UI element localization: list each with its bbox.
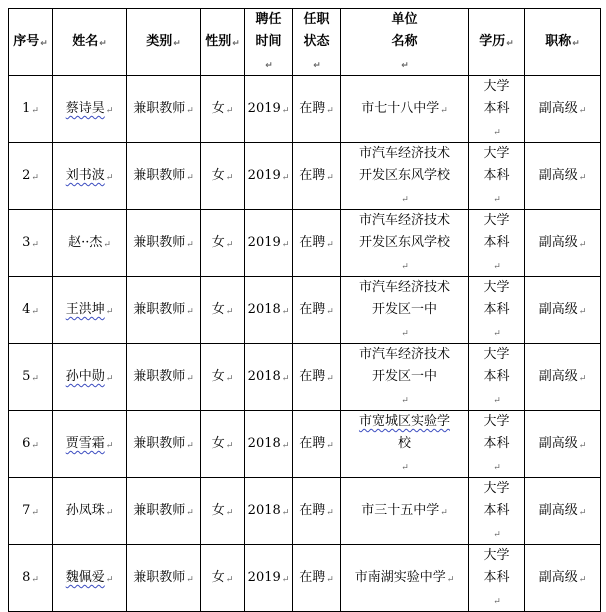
- education-line: 本科: [483, 570, 510, 585]
- title-value: 副高级: [538, 436, 578, 451]
- status-value: 在聘: [299, 436, 326, 451]
- paragraph-mark-icon: ↵: [493, 195, 501, 205]
- table-row: [9, 411, 601, 478]
- cell-title: [525, 143, 601, 210]
- cell-title: [525, 76, 601, 143]
- cell-education: [469, 478, 525, 545]
- paragraph-mark-icon: ↵: [105, 508, 114, 518]
- paragraph-mark-icon: ↵: [578, 106, 587, 116]
- cell-seq: [9, 411, 53, 478]
- name-value: 蔡诗昊: [65, 101, 105, 116]
- cell-status: [293, 344, 341, 411]
- seq-value: 2: [22, 168, 31, 183]
- cell-gender: [201, 478, 245, 545]
- column-header-label: 学历: [479, 34, 506, 49]
- cell-year: [245, 344, 293, 411]
- paragraph-mark-icon: ↵: [401, 195, 409, 205]
- category-value: 兼职教师: [133, 101, 186, 116]
- cell-gender: [201, 344, 245, 411]
- paragraph-mark-icon: ↵: [401, 329, 409, 339]
- cell-title: [525, 210, 601, 277]
- paragraph-mark-icon: ↵: [401, 463, 409, 473]
- gender-value: 女: [211, 302, 225, 317]
- teacher-roster-table: [8, 8, 601, 612]
- table-body: [9, 76, 601, 612]
- paragraph-mark-icon: ↵: [326, 508, 334, 518]
- unit-line: 开发区一中: [371, 302, 437, 317]
- paragraph-mark-icon: ↵: [281, 441, 290, 451]
- paragraph-mark-icon: ↵: [31, 240, 39, 250]
- paragraph-mark-icon: ↵: [578, 508, 587, 518]
- column-header: [469, 9, 525, 76]
- paragraph-mark-icon: ↵: [578, 307, 587, 317]
- year-value: 2018: [247, 369, 281, 384]
- paragraph-mark-icon: ↵: [326, 575, 334, 585]
- paragraph-mark-icon: ↵: [105, 307, 114, 317]
- paragraph-mark-icon: ↵: [103, 240, 111, 250]
- unit-line: 开发区一中: [371, 369, 437, 384]
- name-value: 魏佩爱: [65, 570, 105, 585]
- gender-value: 女: [211, 101, 225, 116]
- paragraph-mark-icon: ↵: [493, 530, 501, 540]
- unit-line: 开发区东风学校: [358, 168, 450, 183]
- year-value: 2018: [247, 436, 281, 451]
- paragraph-mark-icon: ↵: [31, 575, 39, 585]
- cell-name: [53, 411, 127, 478]
- table-row: [9, 76, 601, 143]
- paragraph-mark-icon: ↵: [326, 441, 334, 451]
- table-row: [9, 143, 601, 210]
- status-value: 在聘: [299, 503, 326, 518]
- paragraph-mark-icon: ↵: [326, 173, 334, 183]
- paragraph-mark-icon: ↵: [31, 106, 39, 116]
- cell-unit: [341, 277, 469, 344]
- paragraph-mark-icon: ↵: [493, 396, 501, 406]
- cell-unit: [341, 411, 469, 478]
- status-value: 在聘: [299, 570, 326, 585]
- title-value: 副高级: [538, 168, 578, 183]
- education-line: 本科: [483, 101, 510, 116]
- paragraph-mark-icon: ↵: [105, 173, 114, 183]
- column-header-label: 任职: [303, 12, 330, 27]
- cell-status: [293, 411, 341, 478]
- seq-value: 3: [22, 235, 31, 250]
- category-value: 兼职教师: [133, 503, 186, 518]
- column-header-label: 时间: [255, 34, 282, 49]
- gender-value: 女: [211, 235, 225, 250]
- cell-seq: [9, 478, 53, 545]
- cell-year: [245, 411, 293, 478]
- column-header-label: 单位: [391, 12, 418, 27]
- education-line: 大学: [483, 79, 510, 94]
- title-value: 副高级: [538, 369, 578, 384]
- category-value: 兼职教师: [133, 436, 186, 451]
- paragraph-mark-icon: ↵: [281, 240, 290, 250]
- cell-education: [469, 277, 525, 344]
- cell-unit: [341, 545, 469, 612]
- cell-title: [525, 344, 601, 411]
- year-value: 2019: [247, 235, 281, 250]
- unit-line: 市七十八中学: [361, 101, 440, 116]
- paragraph-mark-icon: ↵: [578, 441, 587, 451]
- paragraph-mark-icon: ↵: [493, 262, 501, 272]
- paragraph-mark-icon: ↵: [506, 39, 514, 49]
- category-value: 兼职教师: [133, 235, 186, 250]
- cell-name: [53, 76, 127, 143]
- cell-status: [293, 277, 341, 344]
- status-value: 在聘: [299, 302, 326, 317]
- paragraph-mark-icon: ↵: [186, 575, 194, 585]
- column-header-label: 状态: [303, 34, 330, 49]
- paragraph-mark-icon: ↵: [186, 106, 194, 116]
- year-value: 2018: [247, 302, 281, 317]
- cell-unit: [341, 143, 469, 210]
- status-value: 在聘: [299, 101, 326, 116]
- education-line: 本科: [483, 168, 510, 183]
- cell-name: [53, 210, 127, 277]
- column-header-label: 类别: [146, 34, 173, 49]
- column-header-label: 性别: [205, 34, 232, 49]
- cell-gender: [201, 143, 245, 210]
- paragraph-mark-icon: ↵: [225, 441, 234, 451]
- cell-gender: [201, 277, 245, 344]
- column-header: [341, 9, 469, 76]
- gender-value: 女: [211, 369, 225, 384]
- cell-category: [127, 277, 201, 344]
- paragraph-mark-icon: ↵: [105, 106, 114, 116]
- education-line: 本科: [483, 436, 510, 451]
- seq-value: 8: [22, 570, 31, 585]
- gender-value: 女: [211, 168, 225, 183]
- column-header: [245, 9, 293, 76]
- title-value: 副高级: [538, 570, 578, 585]
- table-row: [9, 277, 601, 344]
- cell-status: [293, 478, 341, 545]
- paragraph-mark-icon: ↵: [281, 106, 290, 116]
- unit-line: 市汽车经济技术: [358, 213, 450, 228]
- paragraph-mark-icon: ↵: [105, 374, 114, 384]
- header-row: [9, 9, 601, 76]
- paragraph-mark-icon: ↵: [186, 508, 194, 518]
- paragraph-mark-icon: ↵: [493, 329, 501, 339]
- cell-status: [293, 210, 341, 277]
- paragraph-mark-icon: ↵: [186, 374, 194, 384]
- paragraph-mark-icon: ↵: [401, 262, 409, 272]
- cell-category: [127, 478, 201, 545]
- paragraph-mark-icon: ↵: [265, 61, 273, 71]
- column-header-label: 职称: [545, 34, 572, 49]
- gender-value: 女: [211, 503, 225, 518]
- paragraph-mark-icon: ↵: [225, 374, 234, 384]
- category-value: 兼职教师: [133, 570, 186, 585]
- year-value: 2019: [247, 168, 281, 183]
- education-line: 本科: [483, 235, 510, 250]
- paragraph-mark-icon: ↵: [326, 374, 334, 384]
- paragraph-mark-icon: ↵: [440, 508, 448, 518]
- column-header: [293, 9, 341, 76]
- year-value: 2018: [247, 503, 281, 518]
- table-row: [9, 344, 601, 411]
- education-line: 本科: [483, 369, 510, 384]
- paragraph-mark-icon: ↵: [578, 173, 587, 183]
- paragraph-mark-icon: ↵: [31, 173, 39, 183]
- education-line: 大学: [483, 146, 510, 161]
- cell-status: [293, 143, 341, 210]
- paragraph-mark-icon: ↵: [401, 61, 409, 71]
- column-header: [525, 9, 601, 76]
- paragraph-mark-icon: ↵: [281, 508, 290, 518]
- paragraph-mark-icon: ↵: [105, 441, 114, 451]
- paragraph-mark-icon: ↵: [281, 173, 290, 183]
- paragraph-mark-icon: ↵: [186, 173, 194, 183]
- cell-year: [245, 545, 293, 612]
- cell-seq: [9, 143, 53, 210]
- column-header-label: 序号: [13, 34, 40, 49]
- paragraph-mark-icon: ↵: [232, 39, 240, 49]
- paragraph-mark-icon: ↵: [578, 374, 587, 384]
- cell-seq: [9, 277, 53, 344]
- paragraph-mark-icon: ↵: [326, 240, 334, 250]
- status-value: 在聘: [299, 235, 326, 250]
- cell-category: [127, 411, 201, 478]
- name-value: 赵··杰: [68, 235, 103, 250]
- title-value: 副高级: [538, 235, 578, 250]
- education-line: 大学: [483, 481, 510, 496]
- cell-education: [469, 76, 525, 143]
- paragraph-mark-icon: ↵: [493, 463, 501, 473]
- paragraph-mark-icon: ↵: [572, 39, 580, 49]
- table-row: [9, 478, 601, 545]
- cell-year: [245, 143, 293, 210]
- cell-category: [127, 210, 201, 277]
- cell-category: [127, 143, 201, 210]
- category-value: 兼职教师: [133, 369, 186, 384]
- education-line: 大学: [483, 548, 510, 563]
- seq-value: 1: [22, 101, 31, 116]
- paragraph-mark-icon: ↵: [446, 575, 455, 585]
- cell-unit: [341, 210, 469, 277]
- column-header: [127, 9, 201, 76]
- cell-unit: [341, 76, 469, 143]
- paragraph-mark-icon: ↵: [313, 61, 321, 71]
- column-header: [53, 9, 127, 76]
- cell-year: [245, 478, 293, 545]
- cell-education: [469, 143, 525, 210]
- name-value: 孙凤珠: [65, 503, 105, 518]
- paragraph-mark-icon: ↵: [225, 508, 234, 518]
- table-row: [9, 210, 601, 277]
- column-header: [9, 9, 53, 76]
- unit-line: 开发区东风学校: [358, 235, 450, 250]
- paragraph-mark-icon: ↵: [281, 374, 290, 384]
- cell-category: [127, 545, 201, 612]
- cell-gender: [201, 545, 245, 612]
- cell-year: [245, 277, 293, 344]
- cell-education: [469, 344, 525, 411]
- education-line: 大学: [483, 414, 510, 429]
- cell-seq: [9, 344, 53, 411]
- education-line: 大学: [483, 280, 510, 295]
- unit-line: 市汽车经济技术: [358, 347, 450, 362]
- cell-category: [127, 344, 201, 411]
- title-value: 副高级: [538, 302, 578, 317]
- unit-line: 市南湖实验中学: [354, 570, 446, 585]
- paragraph-mark-icon: ↵: [31, 508, 39, 518]
- name-value: 孙中勋: [65, 369, 105, 384]
- seq-value: 4: [22, 302, 31, 317]
- cell-name: [53, 478, 127, 545]
- paragraph-mark-icon: ↵: [40, 39, 48, 49]
- cell-gender: [201, 76, 245, 143]
- category-value: 兼职教师: [133, 168, 186, 183]
- cell-name: [53, 344, 127, 411]
- name-value: 王洪坤: [65, 302, 105, 317]
- unit-line: 市汽车经济技术: [358, 146, 450, 161]
- paragraph-mark-icon: ↵: [31, 441, 39, 451]
- unit-line: 市汽车经济技术: [358, 280, 450, 295]
- paragraph-mark-icon: ↵: [326, 106, 334, 116]
- cell-title: [525, 545, 601, 612]
- education-line: 大学: [483, 347, 510, 362]
- gender-value: 女: [211, 436, 225, 451]
- paragraph-mark-icon: ↵: [105, 575, 114, 585]
- cell-education: [469, 545, 525, 612]
- cell-category: [127, 76, 201, 143]
- cell-title: [525, 277, 601, 344]
- paragraph-mark-icon: ↵: [493, 128, 501, 138]
- category-value: 兼职教师: [133, 302, 186, 317]
- cell-name: [53, 277, 127, 344]
- unit-line: 市宽城区实验学: [358, 414, 450, 429]
- gender-value: 女: [211, 570, 225, 585]
- cell-gender: [201, 210, 245, 277]
- column-header: [201, 9, 245, 76]
- name-value: 贾雪霜: [65, 436, 105, 451]
- table-row: [9, 545, 601, 612]
- paragraph-mark-icon: ↵: [225, 173, 234, 183]
- cell-unit: [341, 478, 469, 545]
- education-line: 本科: [483, 503, 510, 518]
- paragraph-mark-icon: ↵: [225, 307, 234, 317]
- year-value: 2019: [247, 101, 281, 116]
- cell-title: [525, 478, 601, 545]
- cell-year: [245, 210, 293, 277]
- cell-gender: [201, 411, 245, 478]
- cell-seq: [9, 545, 53, 612]
- paragraph-mark-icon: ↵: [281, 307, 290, 317]
- column-header-label: 聘任: [255, 12, 282, 27]
- cell-name: [53, 143, 127, 210]
- paragraph-mark-icon: ↵: [186, 307, 194, 317]
- paragraph-mark-icon: ↵: [281, 575, 290, 585]
- paragraph-mark-icon: ↵: [493, 597, 501, 607]
- seq-value: 7: [22, 503, 31, 518]
- cell-unit: [341, 344, 469, 411]
- cell-seq: [9, 210, 53, 277]
- paragraph-mark-icon: ↵: [440, 106, 448, 116]
- unit-line: 校: [397, 436, 411, 451]
- cell-education: [469, 411, 525, 478]
- status-value: 在聘: [299, 369, 326, 384]
- year-value: 2019: [247, 570, 281, 585]
- unit-line: 市三十五中学: [361, 503, 440, 518]
- cell-title: [525, 411, 601, 478]
- paragraph-mark-icon: ↵: [186, 441, 194, 451]
- cell-year: [245, 76, 293, 143]
- column-header-label: 名称: [391, 34, 418, 49]
- education-line: 大学: [483, 213, 510, 228]
- title-value: 副高级: [538, 503, 578, 518]
- paragraph-mark-icon: ↵: [326, 307, 334, 317]
- cell-status: [293, 545, 341, 612]
- seq-value: 6: [22, 436, 31, 451]
- paragraph-mark-icon: ↵: [186, 240, 194, 250]
- paragraph-mark-icon: ↵: [401, 396, 409, 406]
- paragraph-mark-icon: ↵: [578, 575, 587, 585]
- paragraph-mark-icon: ↵: [578, 240, 587, 250]
- paragraph-mark-icon: ↵: [225, 106, 234, 116]
- title-value: 副高级: [538, 101, 578, 116]
- paragraph-mark-icon: ↵: [31, 307, 39, 317]
- cell-education: [469, 210, 525, 277]
- cell-seq: [9, 76, 53, 143]
- paragraph-mark-icon: ↵: [31, 374, 39, 384]
- cell-status: [293, 76, 341, 143]
- cell-name: [53, 545, 127, 612]
- seq-value: 5: [22, 369, 31, 384]
- paragraph-mark-icon: ↵: [225, 575, 234, 585]
- name-value: 刘书波: [65, 168, 105, 183]
- paragraph-mark-icon: ↵: [225, 240, 234, 250]
- paragraph-mark-icon: ↵: [173, 39, 181, 49]
- paragraph-mark-icon: ↵: [99, 39, 107, 49]
- education-line: 本科: [483, 302, 510, 317]
- status-value: 在聘: [299, 168, 326, 183]
- column-header-label: 姓名: [72, 34, 99, 49]
